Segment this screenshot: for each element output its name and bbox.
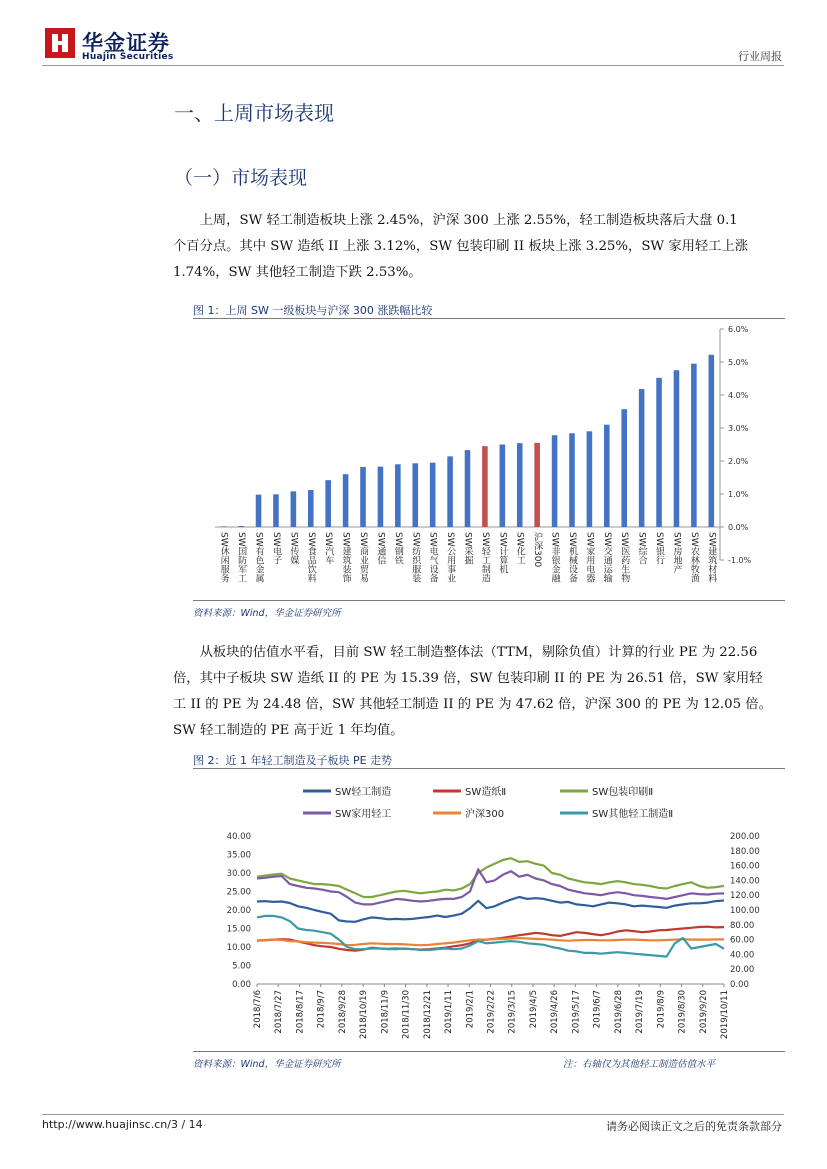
footer-disclaimer: 请务必阅读正文之后的免责条款部分 bbox=[606, 1120, 782, 1133]
right-y-tick-label: 140.00 bbox=[730, 876, 760, 887]
x-tick-label: SW化工 bbox=[514, 532, 525, 565]
bar-SW通信 bbox=[378, 467, 384, 527]
x-tick-label: 2018/8/17 bbox=[295, 990, 306, 1034]
series-line-沪深300 bbox=[257, 938, 724, 945]
logo-english: Huajin Securities bbox=[82, 52, 174, 62]
x-tick-label: SW银行 bbox=[654, 532, 665, 565]
legend-label: SW轻工制造 bbox=[335, 787, 392, 798]
legend-label: 沪深300 bbox=[465, 809, 505, 820]
paragraph-line: 倍，其中子板块 SW 造纸 II 的 PE 为 15.39 倍，SW 包装印刷 II 的 PE 为 26.51 倍，SW 家用轻 bbox=[173, 671, 763, 686]
right-y-tick-label: 100.00 bbox=[730, 906, 760, 916]
left-y-tick-label: 15.00 bbox=[226, 924, 251, 935]
bar-SW采掘 bbox=[465, 450, 471, 527]
x-tick-label: SW电气设备 bbox=[427, 532, 438, 583]
x-tick-label: SW综合 bbox=[636, 532, 647, 565]
bar-SW建筑材料 bbox=[709, 355, 715, 527]
paragraph-line: 1.74%，SW 其他轻工制造下跌 2.53%。 bbox=[173, 265, 422, 280]
bar-SW综合 bbox=[639, 389, 645, 527]
x-tick-label: 2019/4/26 bbox=[550, 990, 561, 1034]
y-tick-label: -1.0% bbox=[728, 556, 752, 565]
figure2-top-rule bbox=[193, 768, 785, 769]
subsection-title: （一）市场表现 bbox=[174, 167, 308, 189]
right-y-tick-label: 120.00 bbox=[730, 891, 760, 902]
paragraph-line: 从板块的估值水平看，目前 SW 轻工制造整体法（TTM，剔除负值）计算的行业 PE 为 22.56 bbox=[199, 645, 758, 660]
right-y-tick-label: 80.00 bbox=[730, 920, 755, 931]
bar-SW有色金属 bbox=[256, 495, 262, 527]
figure1-top-rule bbox=[193, 318, 785, 319]
paragraph-line: SW 轻工制造的 PE 高于近 1 年均值。 bbox=[173, 723, 404, 738]
paragraph-line: 工 II 的 PE 为 24.48 倍，SW 其他轻工制造 II 的 PE 为 47.62 倍，沪深 300 的 PE 为 12.05 倍。 bbox=[173, 697, 772, 712]
series-line-SW其他轻工制造Ⅱ bbox=[257, 916, 724, 957]
x-tick-label: SW交通运输 bbox=[601, 532, 612, 583]
x-tick-label: 2019/6/28 bbox=[613, 990, 624, 1034]
bar-沪深300 bbox=[534, 443, 540, 527]
bar-SW化工 bbox=[517, 443, 523, 527]
x-tick-label: 2018/11/30 bbox=[401, 990, 412, 1039]
y-tick-label: 4.0% bbox=[728, 391, 749, 400]
x-tick-label: SW家用电器 bbox=[584, 532, 595, 583]
bar-SW电气设备 bbox=[430, 463, 436, 527]
y-tick-label: 3.0% bbox=[728, 424, 749, 433]
bar-SW机械设备 bbox=[569, 433, 575, 527]
y-tick-label: 5.0% bbox=[728, 358, 749, 367]
figure1-bar-chart bbox=[193, 320, 785, 598]
figure2-title: 图 2：近 1 年轻工制造及子板块 PE 走势 bbox=[193, 754, 393, 767]
x-tick-label: SW商业贸易 bbox=[358, 532, 369, 583]
figure1-bottom-rule bbox=[193, 600, 785, 601]
bar-SW农林牧渔 bbox=[691, 364, 697, 527]
right-y-tick-label: 40.00 bbox=[730, 950, 755, 961]
x-tick-label: 2018/9/7 bbox=[316, 990, 327, 1029]
bar-SW建筑装饰 bbox=[343, 474, 349, 527]
y-tick-label: 6.0% bbox=[728, 325, 749, 334]
x-tick-label: 2018/9/28 bbox=[337, 990, 348, 1034]
bar-SW国防军工 bbox=[238, 526, 244, 527]
right-y-tick-label: 20.00 bbox=[730, 965, 755, 976]
bar-SW钢铁 bbox=[395, 464, 401, 527]
right-y-tick-label: 180.00 bbox=[730, 846, 760, 857]
y-tick-label: 0.0% bbox=[728, 523, 749, 532]
x-tick-label: SW钢铁 bbox=[392, 532, 403, 565]
left-y-tick-label: 30.00 bbox=[226, 869, 251, 879]
left-y-tick-label: 0.00 bbox=[232, 980, 251, 990]
x-tick-label: SW休闲服务 bbox=[218, 532, 229, 583]
x-tick-label: 2019/5/17 bbox=[571, 990, 582, 1034]
document-type: 行业周报 bbox=[738, 50, 782, 63]
right-y-tick-label: 160.00 bbox=[730, 861, 760, 872]
x-tick-label: SW公用事业 bbox=[445, 532, 456, 583]
x-tick-label: 2019/7/19 bbox=[635, 990, 646, 1034]
bar-SW汽车 bbox=[325, 480, 331, 527]
footer-url-page[interactable]: http://www.huajinsc.cn/3 / 14 bbox=[42, 1118, 203, 1131]
legend-label: SW包装印刷Ⅱ bbox=[592, 787, 654, 798]
x-tick-label: SW计算机 bbox=[497, 532, 508, 574]
left-y-tick-label: 5.00 bbox=[232, 961, 251, 972]
bar-SW休闲服务 bbox=[221, 526, 227, 527]
x-tick-label: 2019/2/1 bbox=[465, 990, 476, 1029]
x-tick-label: SW医药生物 bbox=[619, 532, 630, 583]
x-tick-label: SW农林牧渔 bbox=[688, 532, 699, 583]
figure2-bottom-rule bbox=[193, 1051, 785, 1052]
paragraph-market bbox=[173, 208, 783, 286]
x-tick-label: SW食品饮料 bbox=[305, 532, 316, 583]
paragraph-valuation bbox=[173, 640, 783, 744]
x-tick-label: 2019/8/30 bbox=[677, 990, 688, 1034]
bar-SW计算机 bbox=[500, 445, 506, 528]
x-tick-label: SW轻工制造 bbox=[479, 532, 490, 583]
logo-chinese: 华金证券 bbox=[82, 31, 170, 55]
logo-mark bbox=[45, 28, 75, 58]
x-tick-label: 沪深300 bbox=[532, 532, 543, 568]
footer-divider bbox=[42, 1114, 784, 1115]
x-tick-label: SW有色金属 bbox=[253, 532, 264, 583]
x-tick-label: SW机械设备 bbox=[566, 532, 577, 583]
bar-SW电子 bbox=[273, 494, 279, 527]
x-tick-label: SW纺织服装 bbox=[410, 532, 421, 583]
x-tick-label: 2018/10/19 bbox=[359, 990, 370, 1039]
x-tick-label: SW采掘 bbox=[462, 532, 473, 565]
figure1-source: 资料来源：Wind，华金证券研究所 bbox=[193, 608, 341, 619]
x-tick-label: 2018/7/27 bbox=[274, 990, 285, 1034]
left-y-tick-label: 35.00 bbox=[226, 850, 251, 861]
bar-SW交通运输 bbox=[604, 425, 610, 527]
x-tick-label: SW建筑材料 bbox=[706, 532, 717, 583]
x-tick-label: 2018/12/21 bbox=[422, 990, 433, 1039]
bar-SW商业贸易 bbox=[360, 467, 366, 527]
x-tick-label: 2019/3/15 bbox=[507, 990, 518, 1034]
x-tick-label: 2019/8/9 bbox=[656, 990, 667, 1029]
bar-SW传媒 bbox=[291, 491, 297, 527]
y-tick-label: 2.0% bbox=[728, 457, 749, 466]
x-tick-label: 2018/11/9 bbox=[380, 990, 391, 1034]
left-y-tick-label: 20.00 bbox=[226, 906, 251, 916]
bar-SW轻工制造 bbox=[482, 446, 488, 527]
right-y-tick-label: 60.00 bbox=[730, 935, 755, 946]
figure2-source: 资料来源：Wind，华金证券研究所 bbox=[193, 1059, 341, 1070]
x-tick-label: SW非银金融 bbox=[549, 532, 560, 583]
right-y-tick-label: 0.00 bbox=[730, 980, 749, 990]
bar-SW食品饮料 bbox=[308, 490, 314, 527]
x-tick-label: SW汽车 bbox=[323, 532, 334, 565]
legend-label: SW其他轻工制造Ⅱ bbox=[592, 809, 674, 820]
x-tick-label: 2019/2/22 bbox=[486, 990, 497, 1034]
bar-SW家用电器 bbox=[587, 431, 593, 527]
x-tick-label: 2019/6/7 bbox=[592, 990, 603, 1029]
x-tick-label: 2019/10/11 bbox=[720, 990, 730, 1039]
legend-label: SW家用轻工 bbox=[335, 809, 392, 820]
y-tick-label: 1.0% bbox=[728, 490, 749, 499]
x-tick-label: SW房地产 bbox=[671, 532, 682, 574]
x-tick-label: 2019/4/5 bbox=[528, 990, 539, 1029]
left-y-tick-label: 40.00 bbox=[226, 832, 251, 842]
paragraph-line: 个百分点。其中 SW 造纸 II 上涨 3.12%，SW 包装印刷 II 板块上涨 3.25%，SW 家用轻工上涨 bbox=[173, 239, 749, 254]
x-tick-label: SW建筑装饰 bbox=[340, 532, 351, 583]
x-tick-label: SW国防军工 bbox=[236, 532, 247, 583]
bar-SW房地产 bbox=[674, 370, 680, 527]
bar-SW纺织服装 bbox=[412, 463, 418, 527]
right-y-tick-label: 200.00 bbox=[730, 832, 760, 842]
legend-label: SW造纸Ⅱ bbox=[465, 787, 507, 798]
x-tick-label: 2018/7/6 bbox=[253, 990, 263, 1029]
paragraph-line: 上周，SW 轻工制造板块上涨 2.45%，沪深 300 上涨 2.55%，轻工制造板块落后大盘 0.1 bbox=[199, 213, 738, 228]
figure1-title: 图 1：上周 SW 一级板块与沪深 300 涨跌幅比较 bbox=[193, 304, 433, 317]
left-y-tick-label: 25.00 bbox=[226, 887, 251, 898]
bar-SW银行 bbox=[656, 378, 662, 527]
bar-SW公用事业 bbox=[447, 456, 453, 527]
x-tick-label: SW电子 bbox=[270, 532, 281, 565]
x-tick-label: SW传媒 bbox=[288, 532, 299, 565]
figure2-line-chart bbox=[193, 772, 785, 1050]
x-tick-label: 2019/9/20 bbox=[698, 990, 709, 1034]
bar-SW非银金融 bbox=[552, 435, 558, 527]
header-divider bbox=[42, 65, 784, 66]
x-tick-label: SW通信 bbox=[375, 532, 386, 565]
x-tick-label: 2019/1/11 bbox=[444, 990, 455, 1034]
section-title: 一、上周市场表现 bbox=[174, 101, 334, 125]
series-line-SW轻工制造 bbox=[257, 897, 724, 922]
bar-SW医药生物 bbox=[621, 409, 627, 527]
left-y-tick-label: 10.00 bbox=[226, 943, 251, 953]
figure2-note: 注：右轴仅为其他轻工制造估值水平 bbox=[563, 1059, 716, 1070]
